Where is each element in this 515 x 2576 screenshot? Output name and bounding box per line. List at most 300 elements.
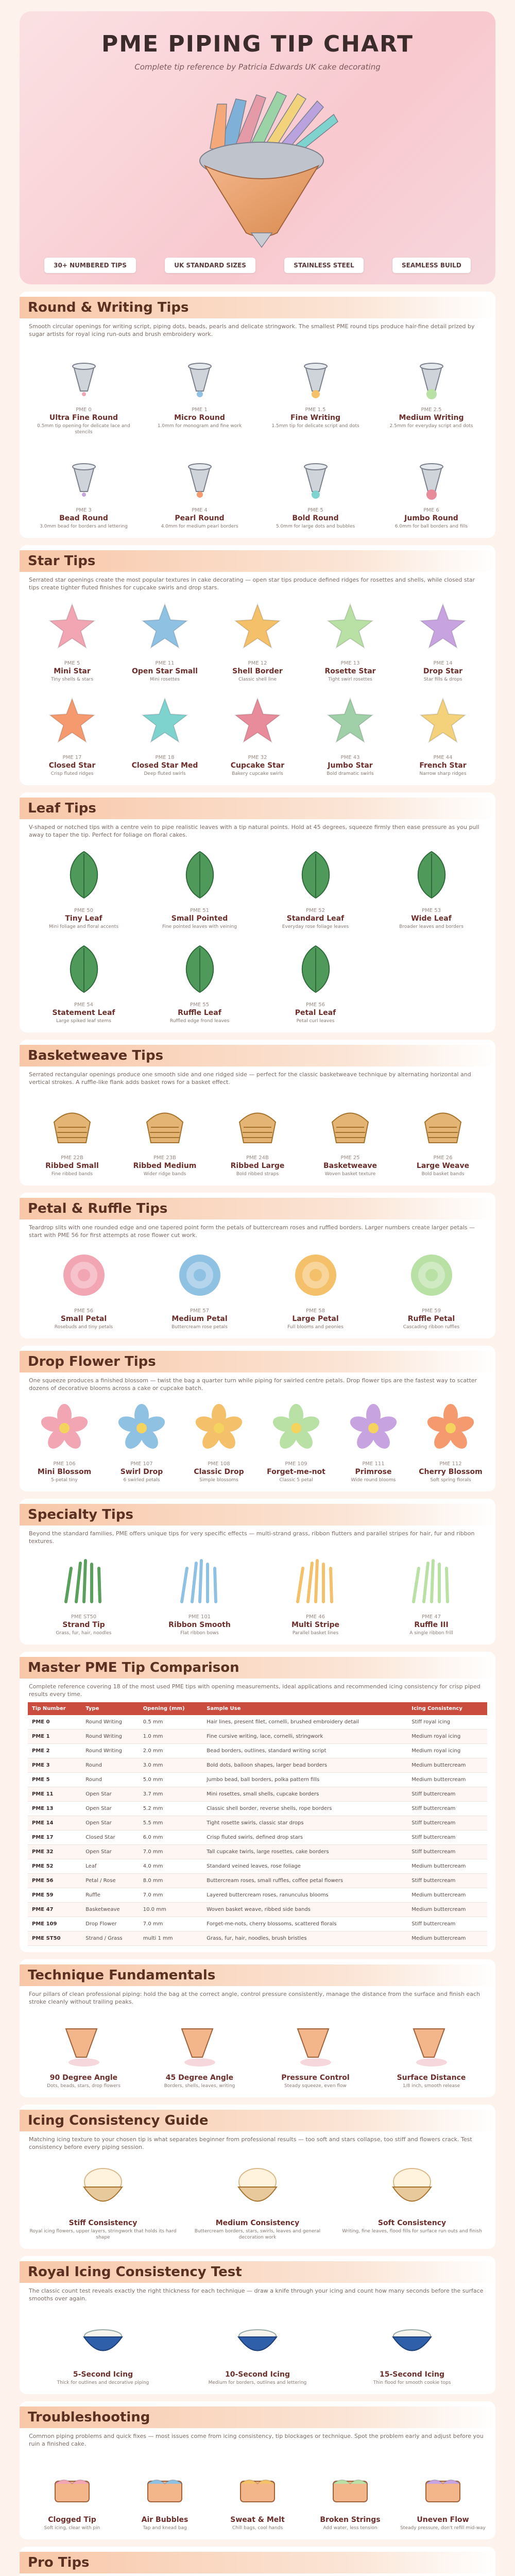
tip-card[interactable] <box>121 1089 209 1179</box>
tip-card[interactable] <box>28 442 140 532</box>
tip-card[interactable] <box>28 936 140 1026</box>
tip-caption: Mini foliage and floral accents <box>48 924 119 929</box>
tip-card[interactable] <box>213 1089 302 1179</box>
tip-name: 90 Degree Angle <box>49 2074 118 2082</box>
basket-icon <box>29 1091 115 1153</box>
table-cell: PME 32 <box>28 1845 81 1859</box>
tip-card[interactable] <box>28 2306 178 2388</box>
tip-card[interactable] <box>213 2451 302 2533</box>
table-cell: Stiff buttercream <box>407 1831 487 1845</box>
table-cell: PME 52 <box>28 1859 81 1874</box>
section-title: Drop Flower Tips <box>20 1351 495 1372</box>
tip-code: PME 5 <box>64 660 80 666</box>
tip-name: 15-Second Icing <box>380 2370 444 2379</box>
table-cell: PME 5 <box>28 1773 81 1787</box>
tip-name: Multi Stripe <box>291 1621 340 1629</box>
section-description: Serrated star openings create the most popular textures in cake decorating — open star tips produce defined ridges for rosettes and shells, while closed star tips create tighter fluted finishes for cupcake swirls and drop stars. <box>29 577 475 591</box>
tip-name: Basketweave <box>323 1162 377 1170</box>
table-cell: Round <box>81 1758 139 1773</box>
tip-name: Swirl Drop <box>120 1468 163 1476</box>
tip-caption: Tight swirl rosettes <box>328 677 372 682</box>
cake-icon <box>122 2453 208 2515</box>
technique-grid <box>28 2009 487 2091</box>
flower-icon <box>415 1397 486 1459</box>
section-description: Teardrop slits with one rounded edge and one tapered point form the petals of buttercream roses and ruffled borders. Larger numbers create larger petals — start with PME 56 for first attempts at rose flower cut work. <box>29 1224 475 1239</box>
tip-name: 45 Degree Angle <box>165 2074 234 2082</box>
tip-name: Broken Strings <box>320 2516 381 2524</box>
table-cell: PME 0 <box>28 1715 81 1730</box>
table-cell: Medium buttercream <box>407 1758 487 1773</box>
star-icon <box>29 597 115 658</box>
section-description: Beyond the standard families, PME offers unique tips for very specific effects — multi-strand grass, ribbon flutters and parallel stripes for hair, fur and ribbon textures. <box>29 1530 475 1545</box>
petal-tips-grid <box>28 1242 487 1332</box>
tip-caption: Medium for borders, outlines and lettering <box>208 2380 307 2385</box>
leaf-icon <box>261 844 370 906</box>
hero-banner <box>20 11 495 284</box>
tip-name: Strand Tip <box>62 1621 105 1629</box>
tip-card[interactable] <box>213 689 302 779</box>
tip-name: French Star <box>419 761 467 770</box>
table-cell: PME 3 <box>28 1758 81 1773</box>
tip-caption: Full blooms and peonies <box>287 1325 344 1330</box>
table-cell: PME 47 <box>28 1903 81 1917</box>
tip-code: PME 6 <box>423 507 439 513</box>
tip-card[interactable] <box>28 1242 140 1332</box>
tip-card[interactable] <box>399 2451 487 2533</box>
tip-code: PME 26 <box>433 1155 453 1161</box>
tip-card[interactable] <box>399 1089 487 1179</box>
star-icon <box>122 691 208 753</box>
leaf-icon <box>29 844 139 906</box>
flower-icon <box>29 1397 100 1459</box>
tip-name: Pressure Control <box>281 2074 350 2082</box>
tip-card[interactable] <box>375 442 487 532</box>
tip-card[interactable] <box>213 595 302 685</box>
tip-name: Standard Leaf <box>286 914 345 923</box>
section-comparison-table <box>20 1652 495 1952</box>
table-cell: Open Star <box>81 1845 139 1859</box>
tip-name: Jumbo Star <box>328 761 373 770</box>
tip-caption: Buttercream borders, stars, swirls, leaves and general decoration work <box>194 2229 321 2240</box>
tip-card[interactable] <box>260 842 371 932</box>
section-pro-tips <box>20 2547 495 2576</box>
bowl-icon <box>338 2156 486 2218</box>
section-description: V-shaped or notched tips with a centre vein to pipe realistic leaves with a tip natural points. Hold at 45 degrees, squeeze firmly then ease pressure as you pull away to taper the tip. Perfect for foliage on floral cakes. <box>29 824 479 838</box>
tip-card[interactable] <box>182 2306 333 2388</box>
tip-name: Wide Leaf <box>411 914 452 923</box>
table-cell: Stiff buttercream <box>407 1917 487 1931</box>
tip-caption: Grass, fur, hair, noodles <box>56 1631 112 1636</box>
badge-seamless: SEAMLESS BUILD <box>392 258 471 273</box>
table-row <box>28 1773 487 1787</box>
table-cell: PME ST50 <box>28 1931 81 1946</box>
table-cell: 5.0 mm <box>139 1773 203 1787</box>
tip-caption: Tiny shells & stars <box>50 677 94 682</box>
tip-code: PME 59 <box>422 1308 441 1314</box>
tip-code: PME 0 <box>76 407 92 413</box>
table-row <box>28 1917 487 1931</box>
section-title: Round & Writing Tips <box>20 297 495 318</box>
tip-card[interactable] <box>28 842 140 932</box>
badge-steel: STAINLESS STEEL <box>284 258 363 273</box>
basket-icon <box>214 1091 301 1153</box>
tip-caption: Deep fluted swirls <box>144 771 186 776</box>
section-drop-flower-tips <box>20 1346 495 1492</box>
tip-caption: 3.0mm bead for borders and lettering <box>40 524 128 529</box>
section-title: Master PME Tip Comparison <box>20 1657 495 1679</box>
tip-name: Forget-me-not <box>267 1468 325 1476</box>
tip-name: Petal Leaf <box>295 1009 336 1017</box>
tip-card[interactable] <box>121 689 209 779</box>
table-cell: Stiff buttercream <box>407 1802 487 1816</box>
section-technique <box>20 1959 495 2097</box>
table-cell: Stiff buttercream <box>407 1816 487 1831</box>
tip-card[interactable] <box>260 936 371 1026</box>
section-title: Pro Tips <box>20 2552 495 2573</box>
tip-card[interactable] <box>306 2451 394 2533</box>
table-cell: 5.2 mm <box>139 1802 203 1816</box>
table-row <box>28 1888 487 1903</box>
tip-caption: 2.5mm for everyday script and dots <box>389 423 473 429</box>
tip-caption: Classic shell line <box>238 677 277 682</box>
tip-name: 5-Second Icing <box>73 2370 133 2379</box>
tip-card[interactable] <box>28 2154 178 2243</box>
tip-card[interactable] <box>260 2009 371 2091</box>
tip-caption: Soft icing, clear with pin <box>44 2526 100 2531</box>
table-cell: Stiff buttercream <box>407 1874 487 1888</box>
table-cell: PME 56 <box>28 1874 81 1888</box>
tip-code: PME 1.5 <box>305 407 326 413</box>
flower-icon <box>106 1397 177 1459</box>
tip-caption: Cascading ribbon ruffles <box>403 1325 460 1330</box>
tip-card[interactable] <box>121 595 209 685</box>
tip-name: Statement Leaf <box>52 1009 115 1017</box>
tip-caption: 1.0mm for monogram and fine work <box>157 423 242 429</box>
flower-icon <box>183 1397 254 1459</box>
section-star-tips <box>20 545 495 785</box>
tip-code: PME 51 <box>190 908 209 913</box>
tip-code: PME 101 <box>188 1614 211 1620</box>
tip-name: Sweat & Melt <box>230 2516 285 2524</box>
star-tips-grid <box>28 595 487 779</box>
star-icon <box>307 597 393 658</box>
table-cell: Petal / Rose <box>81 1874 139 1888</box>
tip-card[interactable] <box>144 936 255 1026</box>
tip-code: PME 24B <box>246 1155 269 1161</box>
royal-grid <box>28 2306 487 2388</box>
tip-code: PME 44 <box>433 755 453 760</box>
table-cell: Hair lines, present filet, cornelli, brushed embroidery detail <box>202 1715 407 1730</box>
hand-icon <box>261 2011 370 2073</box>
tip-code: PME 52 <box>306 908 325 913</box>
tip-caption: 1/8 inch, smooth release <box>402 2083 460 2089</box>
section-description: Four pillars of clean professional piping: hold the bag at the correct angle, control pressure consistently, manage the distance from the surface and finish each stroke cleanly without trailing peaks. <box>29 1991 480 2005</box>
tip-name: Pearl Round <box>175 514 225 522</box>
tip-card[interactable] <box>121 2451 209 2533</box>
tip-card[interactable] <box>260 1395 333 1485</box>
table-cell: 7.0 mm <box>139 1888 203 1903</box>
tip-card[interactable] <box>306 689 394 779</box>
tip-code: PME 23B <box>153 1155 176 1161</box>
section-petal-tips <box>20 1193 495 1338</box>
table-cell: Strand / Grass <box>81 1931 139 1946</box>
table-cell: Open Star <box>81 1802 139 1816</box>
tip-card[interactable] <box>144 341 255 437</box>
tip-caption: Rosebuds and tiny petals <box>54 1325 113 1330</box>
tip-card[interactable] <box>399 689 487 779</box>
tip-name: Cherry Blossom <box>419 1468 483 1476</box>
tip-name: Bold Round <box>292 514 339 522</box>
tip-card[interactable] <box>337 1395 410 1485</box>
tip-card[interactable] <box>337 2154 487 2243</box>
table-cell: 0.5 mm <box>139 1715 203 1730</box>
tip-name: Jumbo Round <box>404 514 458 522</box>
tip-card[interactable] <box>306 595 394 685</box>
tip-caption: Classic 5 petal <box>279 1478 313 1483</box>
table-cell: Crisp fluted swirls, defined drop stars <box>202 1831 407 1845</box>
tip-card[interactable] <box>399 595 487 685</box>
tip-name: Large Petal <box>292 1315 339 1323</box>
table-cell: PME 1 <box>28 1730 81 1744</box>
tip-code: PME 18 <box>155 755 175 760</box>
tip-caption: Fine ribbed bands <box>51 1172 93 1177</box>
table-cell: 10.0 mm <box>139 1903 203 1917</box>
table-cell: Buttercream roses, small ruffles, coffee petal flowers <box>202 1874 407 1888</box>
table-cell: Medium buttercream <box>407 1859 487 1874</box>
tip-card[interactable] <box>144 442 255 532</box>
tip-card[interactable] <box>260 1548 371 1638</box>
col-use: Sample Use <box>202 1702 407 1715</box>
tip-caption: 1.5mm tip for delicate script and dots <box>271 423 359 429</box>
table-cell: PME 13 <box>28 1802 81 1816</box>
bluebowl-icon <box>338 2308 486 2369</box>
tip-caption: 6.0mm for ball borders and fills <box>394 524 468 529</box>
table-cell: Stiff buttercream <box>407 1845 487 1859</box>
star-icon <box>214 691 301 753</box>
tip-caption: 4.0mm for medium pearl borders <box>161 524 238 529</box>
tip-name: Ribbed Large <box>230 1162 285 1170</box>
tip-caption: Petal curl leaves <box>296 1019 335 1024</box>
table-cell: Medium buttercream <box>407 1888 487 1903</box>
round-icon <box>261 343 370 405</box>
round-icon <box>145 444 254 505</box>
tip-card[interactable] <box>306 1089 394 1179</box>
table-cell: PME 14 <box>28 1816 81 1831</box>
leaf-icon <box>29 938 139 1000</box>
tip-code: PME 56 <box>306 1002 325 1008</box>
col-opening: Opening (mm) <box>139 1702 203 1715</box>
tip-name: Drop Star <box>423 667 463 675</box>
tip-card[interactable] <box>182 1395 255 1485</box>
tip-name: Micro Round <box>174 414 225 422</box>
star-icon <box>400 691 486 753</box>
tip-card[interactable] <box>375 1548 487 1638</box>
tip-code: PME ST50 <box>71 1614 97 1620</box>
tip-code: PME 25 <box>340 1155 360 1161</box>
tip-code: PME 112 <box>439 1461 462 1467</box>
section-title: Technique Fundamentals <box>20 1964 495 1986</box>
tip-card[interactable] <box>144 1548 255 1638</box>
table-cell: Bead borders, outlines, standard writing script <box>202 1744 407 1758</box>
tip-caption: Woven basket texture <box>324 1172 376 1177</box>
tip-caption: Ruffled edge frond leaves <box>169 1019 230 1024</box>
table-cell: PME 2 <box>28 1744 81 1758</box>
tip-name: Medium Writing <box>399 414 464 422</box>
hero-badges <box>20 258 495 273</box>
table-cell: PME 59 <box>28 1888 81 1903</box>
hand-icon <box>29 2011 139 2073</box>
hand-icon <box>145 2011 254 2073</box>
tip-caption: Soft spring florals <box>430 1478 471 1483</box>
table-cell: Woven basket weave, ribbed side bands <box>202 1903 407 1917</box>
table-cell: Grass, fur, hair, noodles, brush bristles <box>202 1931 407 1946</box>
tip-name: Ruffle III <box>414 1621 449 1629</box>
round-icon <box>376 343 486 405</box>
table-row <box>28 1730 487 1744</box>
bluebowl-icon <box>183 2308 332 2369</box>
tip-code: PME 108 <box>208 1461 230 1467</box>
table-cell: 1.0 mm <box>139 1730 203 1744</box>
tip-card[interactable] <box>28 2009 140 2091</box>
hand-icon <box>376 2011 486 2073</box>
star-icon <box>400 597 486 658</box>
tip-card[interactable] <box>144 2009 255 2091</box>
tip-name: 10-Second Icing <box>225 2370 290 2379</box>
tip-name: Ribbed Medium <box>133 1162 197 1170</box>
tip-name: Primrose <box>355 1468 392 1476</box>
tip-card[interactable] <box>28 1395 101 1485</box>
table-cell: Stiff royal icing <box>407 1715 487 1730</box>
tip-caption: Mini rosettes <box>150 677 180 682</box>
tip-caption: Thick for outlines and decorative piping <box>57 2380 149 2385</box>
tip-card[interactable] <box>28 2451 116 2533</box>
tip-card[interactable] <box>144 842 255 932</box>
tip-card[interactable] <box>260 1242 371 1332</box>
table-header-row <box>28 1702 487 1715</box>
table-cell: PME 109 <box>28 1917 81 1931</box>
tip-name: Ruffle Leaf <box>178 1009 221 1017</box>
tip-card[interactable] <box>28 595 116 685</box>
grass-icon <box>145 1550 254 1612</box>
tip-name: Small Petal <box>60 1315 107 1323</box>
table-cell: Round Writing <box>81 1715 139 1730</box>
round-icon <box>29 444 139 505</box>
table-cell: Basketweave <box>81 1903 139 1917</box>
table-cell: Round Writing <box>81 1744 139 1758</box>
section-description: Matching icing texture to your chosen tip is what separates beginner from professional results — too soft and stars collapse, too stiff and flowers crack. Test consistency before every piping session. <box>29 2136 472 2150</box>
tip-card[interactable] <box>144 1242 255 1332</box>
tip-card[interactable] <box>375 1242 487 1332</box>
table-cell: 3.7 mm <box>139 1787 203 1802</box>
tip-name: Classic Drop <box>194 1468 244 1476</box>
tip-caption: Large spiked leaf stems <box>56 1019 111 1024</box>
table-row <box>28 1787 487 1802</box>
section-description: The classic count test reveals exactly the right thickness for each technique — draw a knife through your icing and count how many seconds before the surface smooths over again. <box>29 2287 484 2302</box>
tip-card[interactable] <box>260 442 371 532</box>
tip-card[interactable] <box>28 689 116 779</box>
petal-icon <box>145 1244 254 1306</box>
tip-caption: 6 swirled petals <box>123 1478 160 1483</box>
tip-card[interactable] <box>337 2306 487 2388</box>
tip-card[interactable] <box>260 341 371 437</box>
section-royal-icing-test <box>20 2256 495 2394</box>
tip-code: PME 2.5 <box>421 407 442 413</box>
page-subtitle: Complete tip reference by Patricia Edwards UK cake decorating <box>134 62 381 72</box>
leaf-icon <box>145 938 254 1000</box>
tip-code: PME 12 <box>248 660 267 666</box>
table-cell: 2.0 mm <box>139 1744 203 1758</box>
table-cell: Tall cupcake twirls, large rosettes, cake borders <box>202 1845 407 1859</box>
tip-card[interactable] <box>375 842 487 932</box>
tip-name: Medium Petal <box>171 1315 228 1323</box>
tip-caption: Buttercream rose petals <box>171 1325 228 1330</box>
tip-card[interactable] <box>105 1395 178 1485</box>
tip-caption: Star fills & drops <box>423 677 462 682</box>
tip-name: Mini Blossom <box>37 1468 92 1476</box>
tip-code: PME 46 <box>306 1614 325 1620</box>
table-cell: Fine cursive writing, lace, cornelli, stringwork <box>202 1730 407 1744</box>
table-row <box>28 1802 487 1816</box>
tip-card[interactable] <box>28 1089 116 1179</box>
grass-icon <box>376 1550 486 1612</box>
tip-name: Stiff Consistency <box>68 2219 138 2227</box>
table-cell: Jumbo bead, ball borders, polka pattern fills <box>202 1773 407 1787</box>
basket-icon <box>122 1091 208 1153</box>
tip-caption: Bakery cupcake swirls <box>232 771 283 776</box>
table-cell: 8.0 mm <box>139 1874 203 1888</box>
tip-caption: 5-petal tiny <box>51 1478 78 1483</box>
tip-code: PME 53 <box>422 908 441 913</box>
section-description: One squeeze produces a finished blossom — twist the bag a quarter turn while piping for swirled centre petals. Drop flower tips are the fastest way to scatter dozens of decorative blooms across a cake or cupcake batch. <box>29 1377 477 1392</box>
tip-card[interactable] <box>414 1395 487 1485</box>
col-tip: Tip Number <box>28 1702 81 1715</box>
tip-caption: Chill bags, cool hands <box>232 2526 283 2531</box>
table-cell: 4.0 mm <box>139 1859 203 1874</box>
tip-caption: Bold ribbed straps <box>236 1172 279 1177</box>
section-title: Basketweave Tips <box>20 1045 495 1066</box>
tip-code: PME 109 <box>285 1461 307 1467</box>
tip-card[interactable] <box>28 341 140 437</box>
tip-card[interactable] <box>182 2154 333 2243</box>
tip-name: Closed Star <box>48 761 96 770</box>
table-cell: Medium royal icing <box>407 1744 487 1758</box>
section-leaf-tips <box>20 792 495 1032</box>
section-description: Serrated rectangular openings produce one smooth side and one ridged side — perfect for the classic basketweave technique by alternating horizontal and vertical strokes. A ruffle-like flank adds basket rows for a basket effect. <box>29 1071 471 1086</box>
tip-caption: Add water, less tension <box>323 2526 377 2531</box>
section-title: Petal & Ruffle Tips <box>20 1198 495 1219</box>
table-row <box>28 1931 487 1946</box>
col-consistency: Icing Consistency <box>407 1702 487 1715</box>
tip-name: Mini Star <box>54 667 91 675</box>
tip-caption: Thin flood for smooth cookie tops <box>373 2380 451 2385</box>
table-row <box>28 1816 487 1831</box>
section-title: Royal Icing Consistency Test <box>20 2261 495 2283</box>
tip-caption: 5.0mm for large dots and bubbles <box>276 524 355 529</box>
table-row <box>28 1845 487 1859</box>
col-type: Type <box>81 1702 139 1715</box>
tip-card[interactable] <box>375 2009 487 2091</box>
tip-name: Soft Consistency <box>377 2219 447 2227</box>
section-description: Common piping problems and quick fixes — most issues come from icing consistency, tip blockages or technique. Spot the problem early and adjust before you ruin a finished cake. <box>29 2433 484 2447</box>
tip-comparison-table <box>28 1702 487 1946</box>
table-cell: Leaf <box>81 1859 139 1874</box>
cake-icon <box>307 2453 393 2515</box>
star-icon <box>307 691 393 753</box>
tip-card[interactable] <box>375 341 487 437</box>
basket-icon <box>400 1091 486 1153</box>
tip-card[interactable] <box>28 1548 140 1638</box>
specialty-tips-grid <box>28 1548 487 1638</box>
